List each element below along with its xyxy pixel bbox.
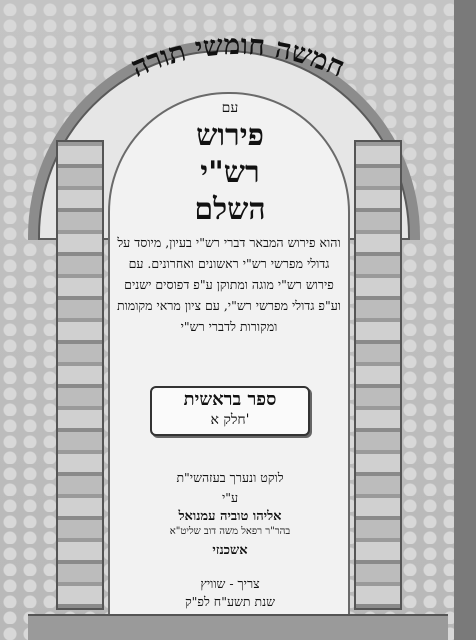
volume-title: ספר בראשית [183,389,277,410]
right-column-ornament [354,140,402,610]
title-line-2: רש"י [200,155,260,190]
author-father: בהר"ר רפאל משה דוב שליט"א [169,526,291,537]
left-column-ornament [56,140,104,610]
compiled-by: לוקט ונערך בעזהשי"ת [176,470,284,485]
arc-title-text: חמשה חומשי תורה [126,27,350,84]
subtitle-im: עם [221,100,239,116]
publication-year: שנת תשע"ח לפ"ק [184,594,275,609]
title-line-1: פירוש [196,118,264,153]
svg-text:חמשה חומשי תורה [126,28,350,84]
bottom-border [28,614,448,640]
description-paragraph: והוא פירוש המבאר דברי רש"י בעיון, מיוסד על גדולי מפרשי רש"י ראשונים ואחרונים. עם פירוש רש"י מוגה ומתוקן ע"פ דפוסים ישנים וע"פ גדולי מפרשי רש"י, עם ציון מראי מקומות ומקורות לדברי רש"י [116,235,341,334]
volume-part: חלק א' [210,412,250,428]
author-name: אליהו טוביה עמנואל [178,509,282,524]
publication-place: צריך - שוויץ [200,576,260,591]
title-line-3: השלם [194,192,266,227]
author-city: אשכנזי [212,543,248,558]
by-label: ע"י [221,490,239,505]
